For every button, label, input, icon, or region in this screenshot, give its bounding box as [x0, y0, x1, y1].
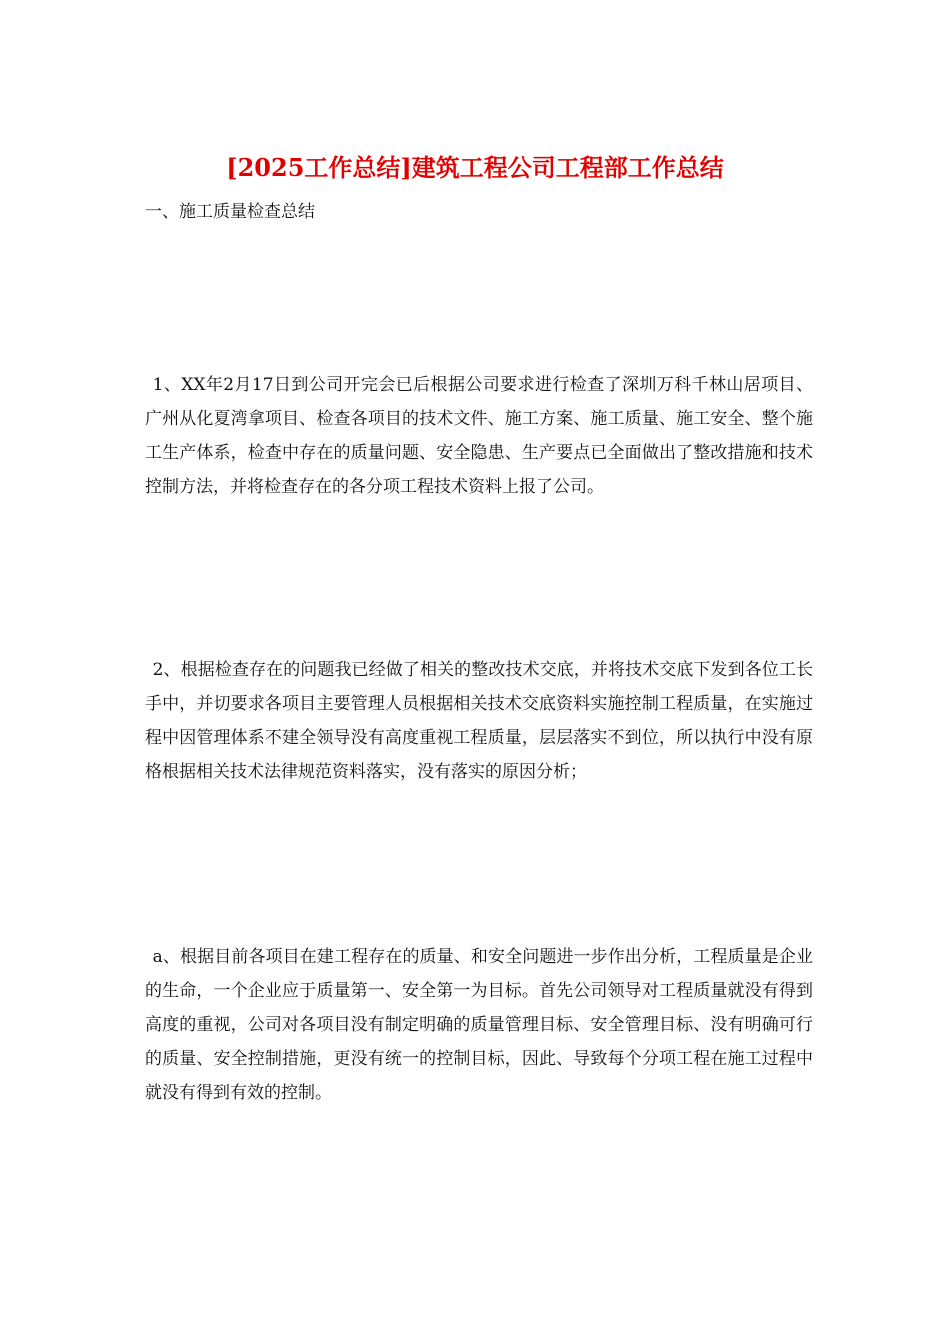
paragraph-a: a、根据目前各项目在建工程存在的质量、和安全问题进一步作出分析，工程质量是企业的生命，一个企业应于质量第一、安全第一为目标。首先公司领导对工程质量就没有得到高度的重视，公司对各项目没有制定明确的质量管理目标、安全管理目标、没有明确可行的质量、安全控制措施，更没有统一的控制目标，因此、导致每个分项工程在施工过程中就没有得到有效的控制。	[145, 947, 813, 1103]
paragraph-1: 1、XX年2月17日到公司开完会已后根据公司要求进行检查了深圳万科千林山居项目、广州从化夏湾拿项目、检查各项目的技术文件、施工方案、施工质量、施工安全、整个施工生产体系，检查中存在的质量问题、安全隐患、生产要点已全面做出了整改措施和技术控制方法，并将检查存在的各分项工程技术资料上报了公司。	[145, 375, 813, 497]
section-heading: 一、施工质量检查总结	[145, 202, 315, 222]
document-title: [2025工作总结]建筑工程公司工程部工作总结	[226, 153, 724, 182]
paragraph-2: 2、根据检查存在的问题我已经做了相关的整改技术交底，并将技术交底下发到各位工长手中，并切要求各项目主要管理人员根据相关技术交底资料实施控制工程质量，在实施过程中因管理体系不建全领导没有高度重视工程质量，层层落实不到位，所以执行中没有原格根据相关技术法律规范资料落实，没有落实的原因分析；	[145, 660, 813, 782]
